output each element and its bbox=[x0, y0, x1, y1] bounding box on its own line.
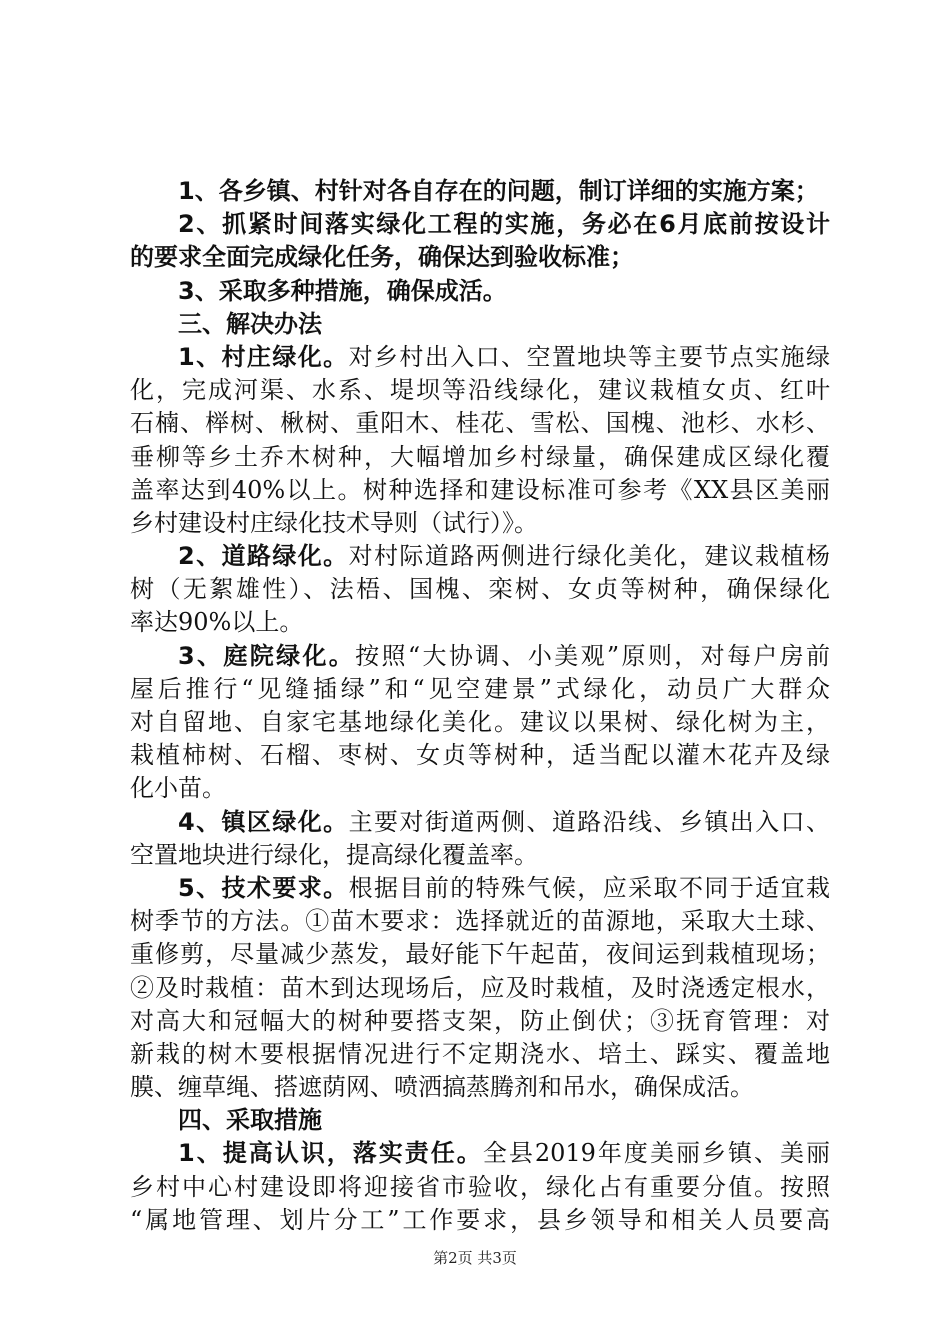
body-text: 树季节的方法。①苗木要求：选择就近的苗源地，采取大土球、 bbox=[130, 907, 830, 936]
text-line bbox=[130, 1204, 830, 1237]
text-line bbox=[130, 1104, 830, 1137]
body-text: 对高大和冠幅大的树种要搭支架，防止倒伏；③抚育管理：对 bbox=[130, 1006, 830, 1035]
body-text: 率达90%以上。 bbox=[130, 608, 304, 637]
bold-text: 3、庭院绿化。 bbox=[178, 641, 356, 670]
body-text: 屋后推行“见缝插绿”和“见空建景”式绿化，动员广大群众 bbox=[130, 674, 830, 703]
text-line bbox=[130, 241, 830, 274]
text-line bbox=[130, 1038, 830, 1071]
body-text: “属地管理、划片分工”工作要求，县乡领导和相关人员要高 bbox=[130, 1205, 830, 1234]
text-line bbox=[130, 739, 830, 772]
text-line bbox=[130, 374, 830, 407]
text-line bbox=[130, 806, 830, 839]
text-line bbox=[130, 573, 830, 606]
body-text: 根据目前的特殊气候，应采取不同于适宜栽 bbox=[348, 873, 831, 902]
bold-text: 2、抓紧时间落实绿化工程的实施，务必在6月底前按设计 bbox=[178, 210, 830, 239]
text-line bbox=[130, 474, 830, 507]
text-line bbox=[130, 341, 830, 374]
bold-text: 3、采取多种措施，确保成活。 bbox=[178, 276, 507, 305]
bold-text: 4、镇区绿化。 bbox=[178, 807, 349, 836]
body-text: 石楠、榉树、楸树、重阳木、桂花、雪松、国槐、池杉、水杉、 bbox=[130, 409, 830, 438]
body-text: 空置地块进行绿化，提高绿化覆盖率。 bbox=[130, 840, 538, 869]
text-line bbox=[130, 1171, 830, 1204]
text-line bbox=[130, 1071, 830, 1104]
text-line bbox=[130, 772, 830, 805]
document-body bbox=[130, 175, 830, 1237]
body-text: 膜、缠草绳、搭遮荫网、喷洒搞蒸腾剂和吊水，确保成活。 bbox=[130, 1073, 754, 1102]
body-text: ②及时栽植：苗木到达现场后，应及时栽植，及时浇透定根水， bbox=[130, 973, 830, 1002]
text-line bbox=[130, 540, 830, 573]
text-line bbox=[130, 275, 830, 308]
body-text: 盖率达到40%以上。树种选择和建设标准可参考《XX县区美丽 bbox=[130, 475, 830, 504]
body-text: 树（无絮雄性）、法梧、国槐、栾树、女贞等树种，确保绿化 bbox=[130, 575, 830, 604]
text-line bbox=[130, 208, 830, 241]
text-line bbox=[130, 175, 830, 208]
body-text: 重修剪，尽量减少蒸发，最好能下午起苗，夜间运到栽植现场； bbox=[130, 940, 830, 969]
body-text: 新栽的树木要根据情况进行不定期浇水、培土、踩实、覆盖地 bbox=[130, 1039, 830, 1068]
text-line bbox=[130, 441, 830, 474]
text-line bbox=[130, 938, 830, 971]
text-line bbox=[130, 905, 830, 938]
bold-text: 1、提高认识，落实责任。 bbox=[178, 1139, 483, 1168]
body-text: 全县2019年度美丽乡镇、美丽 bbox=[482, 1139, 830, 1168]
text-line bbox=[130, 839, 830, 872]
text-line bbox=[130, 1005, 830, 1038]
body-text: 乡村中心村建设即将迎接省市验收，绿化占有重要分值。按照 bbox=[130, 1172, 830, 1201]
text-line bbox=[130, 606, 830, 639]
bold-text: 2、道路绿化。 bbox=[178, 542, 349, 571]
bold-text: 1、各乡镇、村针对各自存在的问题，制订详细的实施方案； bbox=[178, 177, 819, 205]
text-line bbox=[130, 507, 830, 540]
bold-text: 三、解决办法 bbox=[178, 309, 322, 338]
text-line bbox=[130, 308, 830, 341]
text-line bbox=[130, 706, 830, 739]
text-line bbox=[130, 640, 830, 673]
body-text: 乡村建设村庄绿化技术导则（试行）》。 bbox=[130, 508, 538, 537]
bold-text: 的要求全面完成绿化任务，确保达到验收标准； bbox=[130, 243, 634, 272]
body-text: 垂柳等乡土乔木树种，大幅增加乡村绿量，确保建成区绿化覆 bbox=[130, 442, 830, 471]
page-footer: 第2页 共3页 bbox=[433, 1249, 517, 1267]
body-text: 对自留地、自家宅基地绿化美化。建议以果树、绿化树为主， bbox=[130, 708, 830, 736]
body-text: 对村际道路两侧进行绿化美化，建议栽植杨 bbox=[348, 542, 831, 571]
text-line bbox=[130, 1137, 830, 1170]
body-text: 栽植柿树、石榴、枣树、女贞等树种，适当配以灌木花卉及绿 bbox=[130, 741, 830, 770]
body-text: 化小苗。 bbox=[130, 774, 226, 803]
body-text: 对乡村出入口、空置地块等主要节点实施绿 bbox=[348, 342, 831, 371]
body-text: 按照“大协调、小美观”原则，对每户房前 bbox=[355, 641, 830, 670]
bold-text: 5、技术要求。 bbox=[178, 873, 349, 902]
text-line bbox=[130, 673, 830, 706]
bold-text: 1、村庄绿化。 bbox=[178, 342, 349, 371]
text-line bbox=[130, 407, 830, 440]
text-line bbox=[130, 872, 830, 905]
body-text: 化，完成河渠、水系、堤坝等沿线绿化，建议栽植女贞、红叶 bbox=[130, 376, 830, 405]
body-text: 主要对街道两侧、道路沿线、乡镇出入口、 bbox=[348, 807, 831, 836]
bold-text: 四、采取措施 bbox=[178, 1106, 322, 1135]
text-line bbox=[130, 972, 830, 1005]
